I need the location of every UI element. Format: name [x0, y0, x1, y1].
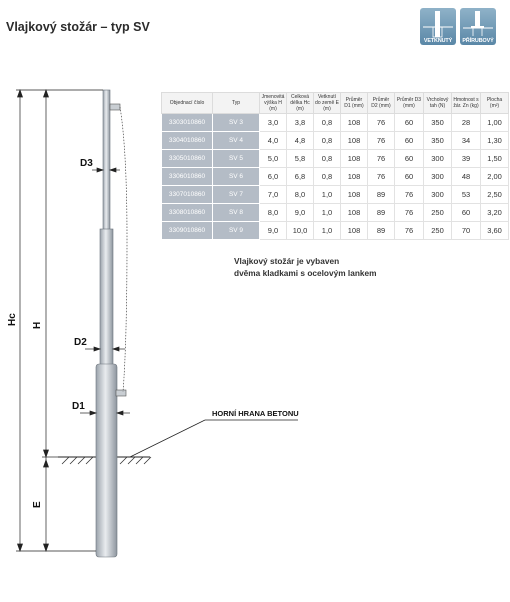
table-cell: 1,0	[314, 186, 341, 204]
table-cell: 34	[452, 132, 481, 150]
table-cell: 70	[452, 222, 481, 240]
table-cell: 3,8	[287, 114, 314, 132]
table-cell: 300	[424, 186, 452, 204]
top-pulley	[110, 104, 120, 110]
table-row	[162, 204, 509, 222]
table-cell: 89	[368, 186, 395, 204]
order-number-cell: 3308010860	[162, 204, 213, 222]
h-label: H	[32, 321, 43, 329]
table-cell: 4,0	[260, 132, 287, 150]
badge-embedded-label: VETKNUTÝ	[423, 38, 453, 44]
badge-flange-label: PŘÍRUBOVÝ	[462, 38, 494, 44]
table-row	[162, 132, 509, 150]
concrete-top-label: HORNÍ HRANA BETONU	[212, 409, 299, 418]
table-cell: 0,8	[314, 168, 341, 186]
table-cell: 1,0	[314, 204, 341, 222]
col-weight: Hmotnost s žár. Zn (kg)	[452, 93, 481, 114]
table-cell: 76	[368, 114, 395, 132]
table-cell: 1,30	[481, 132, 509, 150]
table-cell: 350	[424, 114, 452, 132]
type-cell: SV 7	[213, 186, 260, 204]
type-cell: SV 5	[213, 150, 260, 168]
order-number-cell: 3306010860	[162, 168, 213, 186]
table-cell: 0,8	[314, 150, 341, 168]
table-cell: 1,0	[314, 222, 341, 240]
spec-table	[161, 92, 509, 240]
table-row	[162, 114, 509, 132]
table-cell: 108	[341, 222, 368, 240]
table-cell: 108	[341, 186, 368, 204]
order-number-cell: 3309010860	[162, 222, 213, 240]
table-cell: 7,0	[260, 186, 287, 204]
pole-middle-section	[100, 229, 113, 367]
order-number-cell: 3305010860	[162, 150, 213, 168]
col-top-tension: Vrcholový tah (N)	[424, 93, 452, 114]
table-cell: 76	[368, 168, 395, 186]
col-height: Jmenovitá výška H (m)	[260, 93, 287, 114]
col-d2: Průměr D2 (mm)	[368, 93, 395, 114]
table-cell: 9,0	[287, 204, 314, 222]
table-cell: 9,0	[260, 222, 287, 240]
table-cell: 28	[452, 114, 481, 132]
table-cell: 76	[368, 150, 395, 168]
table-cell: 0,8	[314, 132, 341, 150]
table-cell: 350	[424, 132, 452, 150]
table-cell: 53	[452, 186, 481, 204]
table-cell: 0,8	[314, 114, 341, 132]
type-cell: SV 9	[213, 222, 260, 240]
pole-bottom-section	[96, 364, 117, 557]
table-cell: 5,8	[287, 150, 314, 168]
e-label: E	[32, 501, 43, 508]
table-cell: 76	[395, 222, 424, 240]
table-cell: 108	[341, 150, 368, 168]
col-order-number: Objednací číslo	[162, 93, 213, 114]
table-cell: 8,0	[260, 204, 287, 222]
col-type: Typ	[213, 93, 260, 114]
table-cell: 108	[341, 114, 368, 132]
col-d3: Průměr D3 (mm)	[395, 93, 424, 114]
table-cell: 250	[424, 222, 452, 240]
table-cell: 60	[395, 168, 424, 186]
table-cell: 250	[424, 204, 452, 222]
table-cell: 10,0	[287, 222, 314, 240]
order-number-cell: 3307010860	[162, 186, 213, 204]
table-row	[162, 186, 509, 204]
table-cell: 2,50	[481, 186, 509, 204]
d3-label: D3	[80, 158, 93, 169]
table-row	[162, 222, 509, 240]
page-title: Vlajkový stožár – typ SV	[6, 20, 150, 34]
type-cell: SV 3	[213, 114, 260, 132]
note-line-1: Vlajkový stožár je vybaven	[234, 256, 340, 266]
pole-top-section	[103, 90, 110, 232]
table-cell: 1,50	[481, 150, 509, 168]
table-row	[162, 168, 509, 186]
order-number-cell: 3304010860	[162, 132, 213, 150]
table-cell: 60	[395, 132, 424, 150]
d1-label: D1	[72, 401, 85, 412]
col-area: Plocha (m²)	[481, 93, 509, 114]
col-embedding: Vetknutí do země E (m)	[315, 94, 339, 112]
table-cell: 2,00	[481, 168, 509, 186]
table-cell: 89	[368, 204, 395, 222]
table-cell: 6,0	[260, 168, 287, 186]
equipment-note	[234, 256, 377, 279]
bottom-pulley	[116, 390, 126, 396]
flag-pole	[96, 90, 127, 557]
type-cell: SV 4	[213, 132, 260, 150]
table-cell: 39	[452, 150, 481, 168]
col-total-length: Celková délka Hc (m)	[287, 93, 314, 114]
table-row	[162, 150, 509, 168]
table-cell: 1,00	[481, 114, 509, 132]
hc-label: Hc	[7, 313, 18, 326]
table-cell: 76	[395, 204, 424, 222]
d2-label: D2	[74, 337, 87, 348]
type-cell: SV 8	[213, 204, 260, 222]
table-cell: 108	[341, 168, 368, 186]
table-cell: 3,0	[260, 114, 287, 132]
table-header-row	[162, 93, 509, 114]
table-cell: 300	[424, 168, 452, 186]
type-cell: SV 6	[213, 168, 260, 186]
table-cell: 60	[395, 150, 424, 168]
table-cell: 89	[368, 222, 395, 240]
table-cell: 300	[424, 150, 452, 168]
table-cell: 5,0	[260, 150, 287, 168]
table-cell: 3,20	[481, 204, 509, 222]
order-number-cell: 3303010860	[162, 114, 213, 132]
table-cell: 76	[368, 132, 395, 150]
table-cell: 76	[395, 186, 424, 204]
table-cell: 8,0	[287, 186, 314, 204]
table-cell: 3,60	[481, 222, 509, 240]
table-cell: 48	[452, 168, 481, 186]
col-d1: Průměr D1 (mm)	[341, 93, 368, 114]
table-cell: 60	[395, 114, 424, 132]
table-cell: 60	[452, 204, 481, 222]
table-cell: 6,8	[287, 168, 314, 186]
table-cell: 4,8	[287, 132, 314, 150]
note-line-2: dvěma kladkami s ocelovým lankem	[234, 267, 377, 278]
table-cell: 108	[341, 204, 368, 222]
table-cell: 108	[341, 132, 368, 150]
